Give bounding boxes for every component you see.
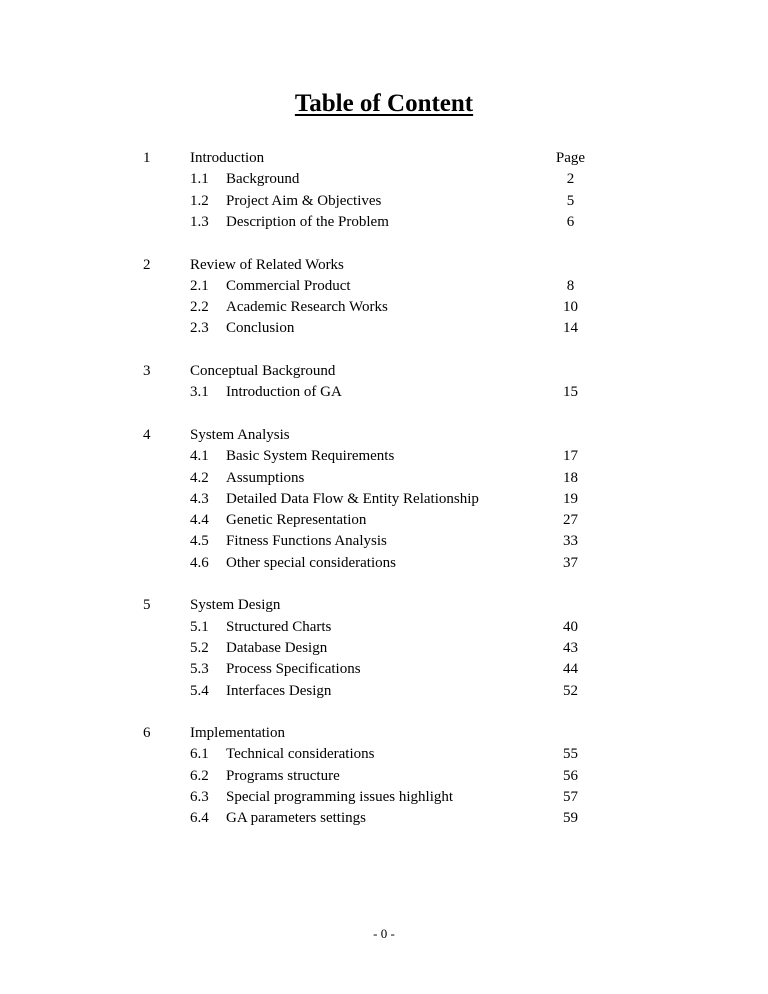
page-column-header: Page: [555, 150, 586, 166]
entry-number: 6.4: [190, 810, 209, 827]
toc-entry: [0, 191, 768, 212]
entry-page: 10: [563, 299, 578, 316]
entry-page: 55: [563, 746, 578, 763]
entry-page: 14: [563, 320, 578, 337]
entry-page: 18: [563, 469, 578, 486]
entry-number: 2.3: [190, 320, 209, 337]
entry-page: 57: [563, 789, 578, 805]
section-title: Introduction: [190, 150, 265, 166]
toc-entry: [0, 766, 768, 787]
toc-section-heading: [0, 723, 768, 744]
entry-title: Detailed Data Flow & Entity Relationship: [226, 490, 479, 507]
section-number: 2: [143, 256, 151, 273]
entry-number: 5.3: [190, 661, 209, 678]
entry-title: Introduction of GA: [226, 384, 342, 401]
toc-entry: [0, 276, 768, 297]
toc-entry: [0, 382, 768, 403]
page-title: Table of Content: [294, 90, 474, 117]
entry-title: Process Specifications: [226, 661, 361, 678]
section-number: 4: [143, 426, 151, 443]
entry-title: Academic Research Works: [226, 299, 388, 316]
toc-section-heading: [0, 255, 768, 276]
entry-number: 6.3: [190, 789, 209, 805]
entry-number: 4.5: [190, 533, 209, 550]
entry-number: 4.6: [190, 554, 209, 571]
entry-title: Basic System Requirements: [226, 448, 395, 465]
toc-section-heading: [0, 361, 768, 382]
entry-title: Genetic Representation: [226, 512, 367, 529]
entry-title: Background: [226, 171, 300, 188]
section-number: 1: [143, 150, 151, 166]
entry-page: 15: [563, 384, 578, 401]
toc-entry: [0, 169, 768, 190]
entry-number: 2.2: [190, 299, 209, 316]
section-title: Review of Related Works: [190, 256, 344, 273]
entry-page: 40: [563, 618, 578, 635]
section-title: Implementation: [190, 725, 285, 742]
toc-section-heading: [0, 425, 768, 446]
entry-page: 27: [563, 512, 578, 529]
entry-number: 4.1: [190, 448, 209, 465]
entry-number: 1.3: [190, 213, 209, 230]
entry-title: Conclusion: [226, 320, 295, 337]
entry-number: 4.4: [190, 512, 209, 529]
section-number: 5: [143, 597, 151, 614]
toc-entry: [0, 744, 768, 765]
entry-title: Other special considerations: [226, 554, 396, 571]
entry-page: 33: [563, 533, 578, 550]
entry-page: 5: [566, 192, 575, 209]
toc-entry: [0, 659, 768, 680]
toc-entry: [0, 212, 768, 233]
toc-entry: [0, 787, 768, 808]
toc-entry: [0, 489, 768, 510]
entry-number: 5.1: [190, 618, 209, 635]
entry-number: 5.4: [190, 682, 209, 699]
entry-title: Commercial Product: [226, 277, 351, 294]
entry-page: 59: [563, 810, 578, 827]
entry-title: Structured Charts: [226, 618, 332, 635]
toc-entry: [0, 297, 768, 318]
entry-title: Interfaces Design: [226, 682, 332, 699]
entry-title: Fitness Functions Analysis: [226, 533, 387, 550]
entry-page: 44: [563, 661, 578, 678]
toc-section-heading: [0, 148, 768, 169]
toc-entry: [0, 318, 768, 339]
toc-entry: [0, 681, 768, 702]
entry-number: 1.1: [190, 171, 209, 188]
section-number: 6: [143, 725, 151, 742]
entry-page: 2: [566, 171, 575, 188]
entry-title: Technical considerations: [226, 746, 375, 763]
entry-title: Special programming issues highlight: [226, 789, 454, 805]
page-number-footer: - 0 -: [373, 926, 395, 941]
entry-title: Database Design: [226, 639, 328, 656]
toc-section-heading: [0, 595, 768, 616]
entry-number: 4.3: [190, 490, 209, 507]
toc-entry: [0, 617, 768, 638]
entry-number: 4.2: [190, 469, 209, 486]
section-title: Conceptual Background: [190, 363, 336, 379]
section-number: 3: [143, 363, 151, 379]
entry-number: 6.1: [190, 746, 209, 763]
toc-entry: [0, 531, 768, 552]
entry-page: 8: [566, 277, 575, 294]
entry-page: 17: [563, 448, 578, 465]
entry-page: 43: [563, 639, 578, 656]
entry-page: 19: [563, 490, 578, 507]
section-title: System Design: [190, 597, 281, 614]
entry-title: Assumptions: [226, 469, 305, 486]
section-title: System Analysis: [190, 426, 290, 443]
toc-entry: [0, 468, 768, 489]
entry-number: 3.1: [190, 384, 209, 401]
entry-page: 37: [563, 554, 578, 571]
toc-entry: [0, 553, 768, 574]
entry-title: GA parameters settings: [226, 810, 366, 827]
toc-entry: [0, 510, 768, 531]
entry-title: Programs structure: [226, 767, 340, 784]
entry-title: Project Aim & Objectives: [226, 192, 382, 209]
entry-number: 6.2: [190, 767, 209, 784]
entry-page: 52: [563, 682, 578, 699]
entry-number: 2.1: [190, 277, 209, 294]
entry-title: Description of the Problem: [226, 213, 389, 230]
toc-entry: [0, 808, 768, 829]
entry-number: 5.2: [190, 639, 209, 656]
entry-page: 56: [563, 767, 578, 784]
toc-entry: [0, 446, 768, 467]
entry-page: 6: [566, 213, 575, 230]
entry-number: 1.2: [190, 192, 209, 209]
toc-entry: [0, 638, 768, 659]
